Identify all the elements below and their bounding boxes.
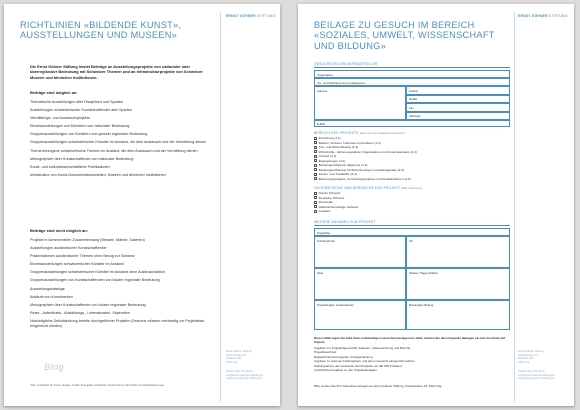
- website-line: www.ernst-goehner-stiftung.ch: [226, 377, 263, 381]
- fax-field[interactable]: [406, 103, 510, 112]
- website-line: www.ernst-goehner-stiftung.ch: [518, 377, 555, 381]
- list-item: Einzelausstellungen schweizerischer Künstler im Ausland: [30, 262, 124, 267]
- field-label: Vor- und Nachname der Kontaktperson: [317, 80, 366, 85]
- field-label: Beantragter Beitrag: [409, 303, 434, 307]
- checkbox[interactable]: [314, 177, 317, 180]
- goals-field[interactable]: [314, 268, 406, 300]
- section-heading-not-allowed: Beiträge sind nicht möglich an:: [30, 228, 88, 233]
- list-item: Ausstellungskataloge: [30, 286, 65, 291]
- field-label: Kurzbeschrieb: [317, 239, 335, 243]
- intro-paragraph: Die Ernst Göhner Stiftung leistet Beiträge an Ausstellungsprojekte von nationaler oder überregionaler Bedeutung mit Schweizer Themen und an Infrastrukturprojekte von Schweizer Museen und ähnlichen Institutionen.: [30, 64, 203, 80]
- address-line: Artherstrasse 19: [226, 353, 246, 357]
- checkbox-option[interactable]: Ganze Schweiz: [314, 191, 510, 196]
- margin-divider: [514, 12, 515, 402]
- checkbox[interactable]: [314, 196, 317, 199]
- address-block: [518, 350, 568, 365]
- list-item: Stellungnahme des Vorstands (bei Projekten ab 100 000 Franken): [314, 363, 402, 368]
- section-label-project: WEITERE ANGABEN ZUM PROJEKT: [314, 220, 376, 224]
- phone-field[interactable]: [406, 86, 510, 95]
- not-allowed-list: [30, 238, 214, 332]
- checkbox-option[interactable]: Deutsche Schweiz: [314, 196, 510, 201]
- list-item: Vermittlungs- und Austauschprojekte: [30, 116, 90, 121]
- section-label-applicant: GESUCHSTELLER/ANTRAGSTELLER: [314, 62, 378, 66]
- address-line: Postfach 351: [518, 357, 534, 361]
- field-label: Ziele: [317, 271, 324, 275]
- field-label: Organisation: [317, 72, 333, 77]
- checkbox-option[interactable]: Umwelt (3.1): [314, 154, 510, 159]
- submission-note: Bitte senden Sie Ihre Gesuchsunterlagen an: Ernst Göhner Stiftung, Artherstrasse 19, 6301 Zug.: [314, 384, 443, 388]
- page-title: RICHTLINIEN «BILDENDE KUNST», AUSSTELLUNGEN UND MUSEEN»: [20, 20, 182, 41]
- section-label-region: GEOGRAFISCHE UND BERNISCHE DAS PROJEKT (bitte ankreuzen): [314, 186, 423, 190]
- list-item: Ankäufe von Kunstwerken: [30, 294, 73, 299]
- list-item: Monographien über Kunstschaffende von lokaler regionaler Bedeutung: [30, 302, 146, 307]
- field-label: Telefon: [409, 88, 419, 93]
- list-item: Ausstellungen schweizerischer Kunstschaffender aller Sparten: [30, 108, 133, 113]
- project-title-field[interactable]: [314, 228, 510, 236]
- margin-divider: [220, 12, 221, 402]
- attachments-note: Dieses Blatt legen Sie bitte Ihren vollständigen Gesuchsunterlagen bei. Bitte reichen Sie dazu folgende Beilagen ein (als Ausdruck auf Papier):: [314, 336, 506, 345]
- organisation-field[interactable]: [314, 70, 510, 78]
- contact-name-field[interactable]: [314, 78, 510, 86]
- list-item: Gruppenausstellungen schweizerischer Künstler im Ausland ohne Austauschaktion: [30, 270, 166, 275]
- field-label: Projekttitel: [317, 230, 331, 235]
- section-heading-allowed: Beiträge sind möglich an:: [30, 90, 78, 95]
- contact-block: [518, 370, 568, 381]
- field-label: Weitere Trägerschaften: [409, 271, 439, 275]
- field-label: Adresse: [317, 88, 328, 93]
- list-item: Thematische Ausstellungen aller Disziplinen und Sparten: [30, 100, 124, 104]
- checkbox-option[interactable]: Kinder- und Sozialhilfe (4.4): [314, 172, 510, 177]
- contact-block: [226, 370, 276, 381]
- checkbox[interactable]: [314, 159, 317, 162]
- area-checkbox-list: [314, 136, 510, 181]
- checkbox-option[interactable]: Romandie: [314, 200, 510, 205]
- list-item: Reise-, Aufenthalts-, Ausbildungs-, Lebenskosten, Stipendien: [30, 310, 130, 315]
- checkbox[interactable]: [314, 141, 317, 144]
- list-item: Gruppenausstellungen schweizerischer Künstler im Ausland, die dem Austausch und der Vermittlung dienen: [30, 140, 207, 145]
- list-item: Angaben zur Projektträgerschaft (Statuten, Jahresrechnung und Bericht): [314, 346, 411, 350]
- mobile-field[interactable]: [406, 95, 510, 104]
- brand-logo: ERNST GÖHNER STIFTUNG: [226, 14, 276, 18]
- website-field[interactable]: [406, 112, 510, 121]
- checkbox[interactable]: [314, 137, 317, 140]
- phone-line: Telefon 041 729 66 33: [518, 370, 545, 373]
- checkbox-option[interactable]: Betreuungsprojekte, Forschungsprojekte und Sozialstrukturen (4.5): [314, 177, 510, 182]
- list-item: Gruppenausstellungen von Künstlern von grosser regionaler Bedeutung: [30, 132, 148, 137]
- checkbox-option[interactable]: Ausland: [314, 209, 510, 214]
- location-field[interactable]: [406, 236, 510, 268]
- region-checkbox-list: [314, 191, 510, 214]
- checkbox-option[interactable]: Forschung (1.1): [314, 136, 510, 141]
- checkbox-option[interactable]: Beratungen/Dienste allgemein (4.2): [314, 163, 510, 168]
- section-label-area: BEREICH DES PROJEKTS (bitte nur eine Kategorie ankreuzen): [314, 131, 405, 135]
- list-item: Infrastruktur von Kunst-Dokumentationsstellen, Museen und ähnlichen Institutionen: [30, 172, 166, 177]
- checkbox[interactable]: [314, 146, 317, 149]
- field-label: E-Mail: [317, 122, 325, 127]
- other-sponsors-field[interactable]: [406, 268, 510, 300]
- address-line: Ernst Göhner Stiftung: [518, 350, 544, 353]
- section-rule: [314, 67, 510, 68]
- footnote: *Inkl. unterstützt für Kunst, Design, Grafik, Fotografie, Architektur, Performance, Film/Video, Kunsthandwerk usw.: [30, 384, 165, 387]
- total-cost-field[interactable]: [314, 300, 406, 330]
- list-item: Budget/Finanzierungsplan mit Eigenleistung: [314, 354, 373, 359]
- email-field[interactable]: [314, 120, 510, 127]
- checkbox[interactable]: [314, 210, 317, 213]
- checkbox[interactable]: [314, 173, 317, 176]
- address-line: Postfach 351: [226, 357, 242, 361]
- field-label: Ort: [409, 239, 413, 243]
- address-line: 6301 Zug: [518, 361, 530, 365]
- list-item: Kunst- und kulturwissenschaftliche Publikationen: [30, 164, 110, 169]
- list-item: Projektbeschrieb: [314, 350, 337, 355]
- address-line: Ernst Göhner Stiftung: [226, 350, 252, 353]
- attachments-list: [314, 346, 510, 372]
- document-page-guidelines: [4, 4, 280, 406]
- address-line: 6301 Zug: [226, 361, 238, 365]
- summary-field[interactable]: [314, 236, 406, 268]
- email-line: info@ernst-goehner-stiftung.ch: [226, 373, 263, 377]
- checkbox[interactable]: [314, 150, 317, 153]
- checkbox[interactable]: [314, 201, 317, 204]
- checkbox[interactable]: [314, 168, 317, 171]
- checkbox[interactable]: [314, 205, 317, 208]
- list-item: Projekte in kommerzieller Zusammenhang (Messen, Märkte, Galerien): [30, 238, 145, 242]
- checkbox-option[interactable]: Aus- und Weiterbildung (1.3): [314, 145, 510, 150]
- checkbox[interactable]: [314, 192, 317, 195]
- address-line: Artherstrasse 19: [518, 353, 538, 357]
- checkbox-option[interactable]: Beratungen/Dienste für Behinderungen und Randgebiete (4.3): [314, 168, 510, 173]
- section-rule: [314, 225, 510, 226]
- checkbox[interactable]: [314, 155, 317, 158]
- checkbox-option[interactable]: Begegnungen (4.1): [314, 159, 510, 164]
- email-line: info@ernst-goehner-stiftung.ch: [518, 373, 555, 377]
- list-item: Ausführliche Angaben zu den Projektbeteiligten: [314, 368, 377, 373]
- address-block: [226, 350, 276, 365]
- document-page-form: [298, 4, 574, 406]
- brand-logo: ERNST GÖHNER STIFTUNG: [518, 14, 568, 18]
- page-title: BEILAGE ZU GESUCH IM BEREICH «SOZIALES, UMWELT, WISSENSCHAFT UND BILDUNG»: [314, 20, 495, 51]
- requested-amount-field[interactable]: [406, 300, 510, 330]
- checkbox-option[interactable]: Italienischsprachige Schweiz: [314, 205, 510, 210]
- address-field[interactable]: [314, 86, 406, 120]
- watermark-text: Blog: [44, 362, 65, 372]
- list-item: Gruppenausstellungen von Kunstschaffenden von lokaler regionaler Bedeutung: [30, 278, 160, 283]
- field-label: Webseite: [409, 114, 421, 118]
- list-item: Monographien über Kunstschaffende von nationaler Bedeutung: [30, 156, 134, 161]
- checkbox[interactable]: [314, 164, 317, 167]
- field-label: Fax: [409, 105, 414, 110]
- allowed-list: [30, 100, 214, 181]
- phone-line: Telefon 041 729 66 33: [226, 370, 253, 373]
- checkbox-option[interactable]: Bauten, Schulen, Internate und Anderes (1.2): [314, 141, 510, 146]
- list-item: Angaben zu weiteren Fördergebern und deren Gesuche eingereicht wurden: [314, 359, 415, 364]
- list-item: Themenbezogene schweizerische Themen im Ausland, die dem Austausch und der Vermittlung dienen: [30, 148, 198, 153]
- list-item: Präsentationen ausländischer Themen ohne Bezug zur Schweiz: [30, 254, 135, 259]
- checkbox-option[interactable]: Wirtschafts-, Jahres-gestaltete Organisationen und Internationales (1.4): [314, 150, 510, 155]
- list-item: Nachträgliche Defizitdeckung bereits durchgeführter Projekte (Gesuche müssen rechtzeitig vor Projektstart eingereicht werden): [30, 318, 205, 328]
- field-label: Projektbudget: Gesamtkosten: [317, 303, 354, 307]
- field-label: Mobile: [409, 97, 418, 101]
- list-item: Einzelausstellungen von Künstlern von nationaler Bedeutung: [30, 124, 130, 129]
- list-item: Ausstellungen ausländischer Kunstschaffender: [30, 246, 107, 251]
